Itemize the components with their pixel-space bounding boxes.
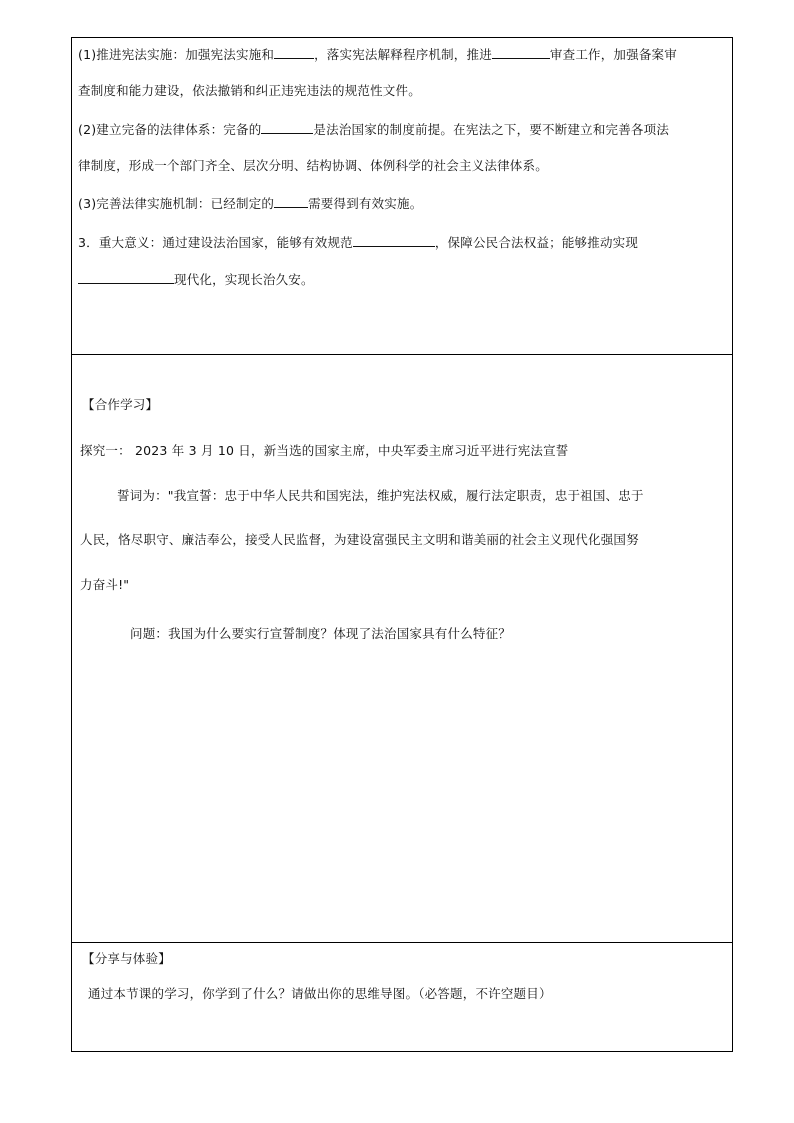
oath-line-3: 力奋斗!"	[80, 577, 130, 592]
fill-blank[interactable]	[261, 120, 313, 134]
fill-blank[interactable]	[492, 45, 550, 59]
significance-line-1: 3．重大意义：通过建设法治国家，能够有效规范 ，保障公民合法权益；能够推动实现	[78, 235, 639, 250]
knowledge-section	[72, 38, 732, 355]
oath-line-1: 誓词为："我宣誓：忠于中华人民共和国宪法，维护宪法权威，履行法定职责，忠于祖国、忠于	[117, 488, 644, 503]
item-1-line-2: 查制度和能力建设，依法撤销和纠正违宪违法的规范性文件。	[78, 83, 421, 98]
significance-line-2: 现代化，实现长治久安。	[78, 270, 314, 288]
fill-blank[interactable]	[274, 45, 314, 59]
fill-blank[interactable]	[353, 233, 435, 247]
oath-line-2: 人民，恪尽职守、廉洁奉公，接受人民监督，为建设富强民主文明和谐美丽的社会主义现代化强国努	[80, 532, 639, 547]
fill-blank[interactable]	[274, 194, 308, 208]
worksheet-frame	[71, 37, 733, 1052]
item-3-line: (3)完善法律实施机制：已经制定的 需要得到有效实施。	[78, 196, 423, 211]
share-prompt: 通过本节课的学习，你学到了什么？请做出你的思维导图。（必答题，不许空题目）	[88, 986, 552, 1001]
cooperative-learning-section	[72, 355, 732, 943]
share-section	[72, 943, 732, 1053]
item-2-line-1: (2)建立完备的法律体系：完备的 是法治国家的制度前提。在宪法之下，要不断建立和完善各项法	[78, 122, 670, 137]
item-2-line-2: 律制度，形成一个部门齐全、层次分明、结构协调、体例科学的社会主义法律体系。	[78, 158, 548, 173]
question: 问题：我国为什么要实行宣誓制度？体现了法治国家具有什么特征？	[130, 626, 512, 641]
cooperative-heading: 【合作学习】	[82, 397, 159, 412]
inquiry-title: 探究一： 2023 年 3 月 10 日，新当选的国家主席，中央军委主席习近平进行宪法宣誓	[80, 443, 569, 458]
share-heading: 【分享与体验】	[82, 951, 171, 966]
item-1-line-1: (1)推进宪法实施：加强宪法实施和 ，落实宪法解释程序机制，推进 审查工作，加强备案审	[78, 47, 677, 62]
fill-blank[interactable]	[78, 270, 174, 284]
